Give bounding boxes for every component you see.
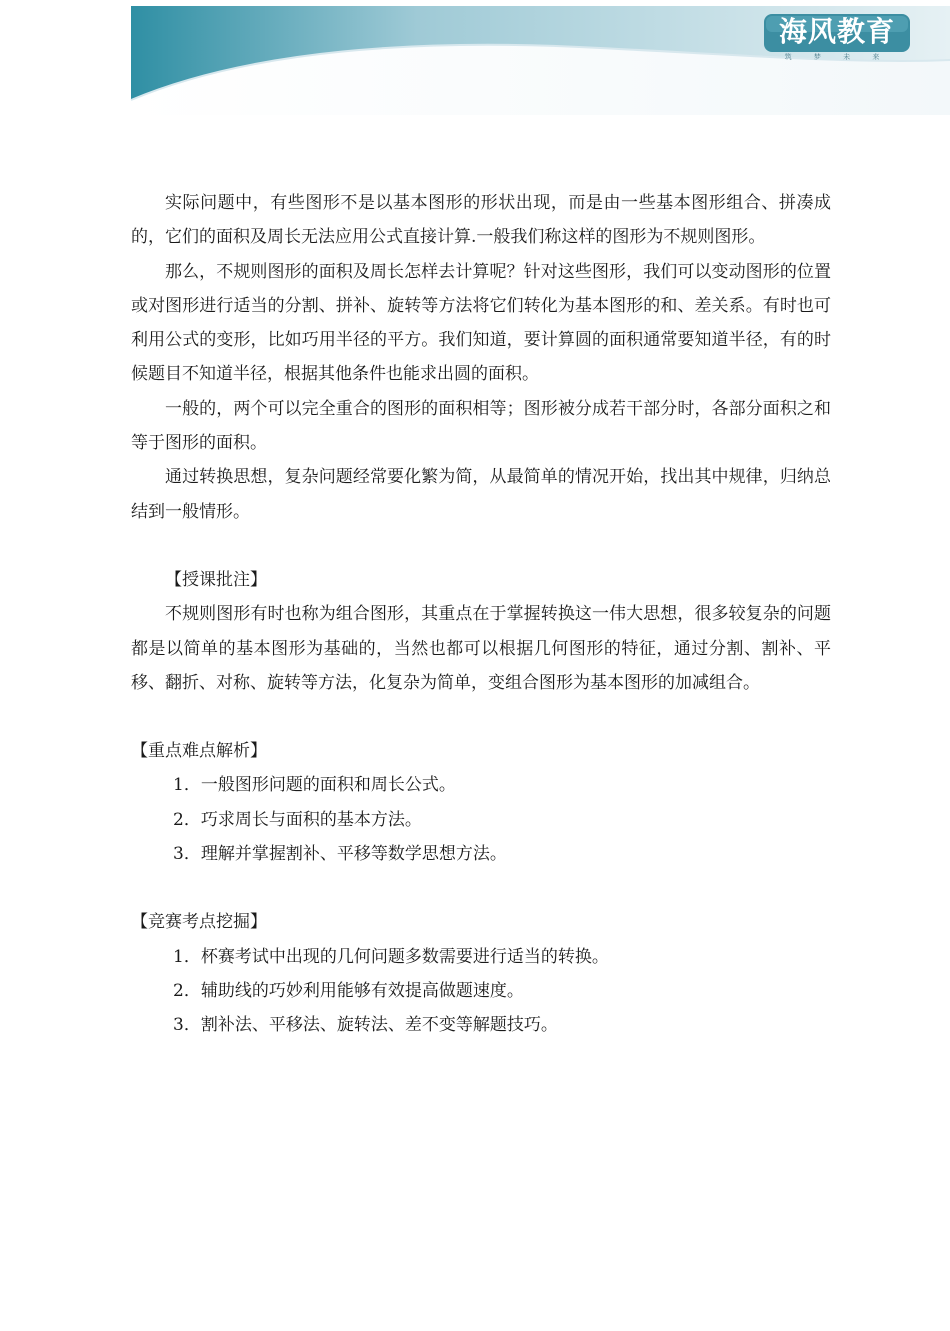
teaching-note-text: 不规则图形有时也称为组合图形，其重点在于掌握转换这一伟大思想，很多较复杂的问题都是以简单的基本图形为基础的，当然也都可以根据几何图形的特征，通过分割、割补、平移、翻折、对称、旋转等方法，化复杂为简单，变组合图形为基本图形的加减组合。 [131, 604, 831, 693]
key-points-title: 【重点难点解析】 [131, 741, 267, 762]
intro-paragraph-2: 那么，不规则图形的面积及周长怎样去计算呢？针对这些图形，我们可以变动图形的位置或对图形进行适当的分割、拼补、旋转等方法将它们转化为基本图形的和、差关系。有时也可利用公式的变形，比如巧用半径的平方。我们知道，要计算圆的面积通常要知道半径，有的时候题目不知道半径，根据其他条件也能求出圆的面积。 [131, 261, 831, 385]
competition-item: 3．割补法、平移法、旋转法、差不变等解题技巧。 [173, 1015, 558, 1036]
logo-text: 海风教育 [778, 15, 895, 48]
spacer [131, 871, 831, 905]
competition-item: 1．杯赛考试中出现的几何问题多数需要进行适当的转换。 [173, 946, 609, 967]
competition-item: 2．辅助线的巧妙利用能够有效提高做题速度。 [173, 980, 524, 1001]
intro-paragraph-4: 通过转换思想，复杂问题经常要化繁为简，从最简单的情况开始，找出其中规律，归纳总结到一般情形。 [131, 467, 831, 522]
document-body [131, 186, 831, 1043]
logo [762, 10, 912, 66]
key-point-item: 2．巧求周长与面积的基本方法。 [173, 809, 422, 830]
intro-paragraph-3: 一般的，两个可以完全重合的图形的面积相等；图形被分成若干部分时，各部分面积之和等于图形的面积。 [131, 398, 831, 454]
logo-tagline: 筑 梦 未 来 [784, 53, 890, 61]
teaching-note-title: 【授课批注】 [165, 569, 267, 590]
spacer [131, 529, 831, 563]
competition-title: 【竞赛考点挖掘】 [131, 912, 267, 933]
header-banner [0, 0, 950, 115]
intro-paragraph-1: 实际问题中，有些图形不是以基本图形的形状出现，而是由一些基本图形组合、拼凑成的，它们的面积及周长无法应用公式直接计算.一般我们称这样的图形为不规则图形。 [131, 193, 831, 248]
key-point-item: 3．理解并掌握割补、平移等数学思想方法。 [173, 844, 507, 865]
key-point-item: 1．一般图形问题的面积和周长公式。 [173, 775, 456, 796]
spacer [131, 700, 831, 734]
